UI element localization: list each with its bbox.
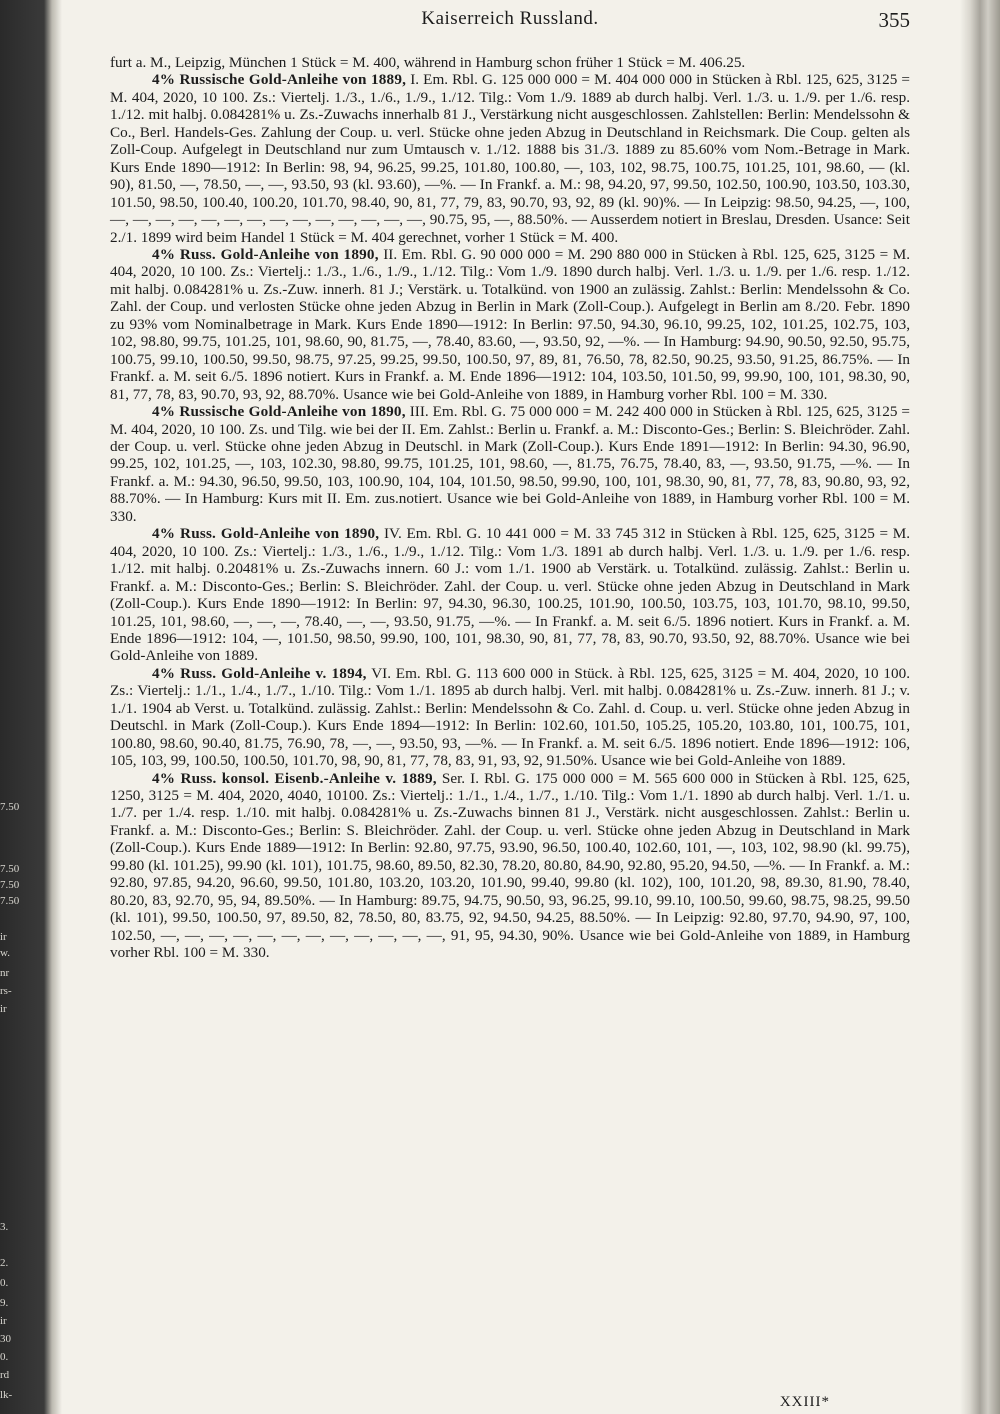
loan-text: III. Em. Rbl. G. 75 000 000 = M. 242 400 000 in Stücken à Rbl. 125, 625, 3125 = M. 404, 2020, 10 100. Zs. und Tilg. wie bei der II. Em. Zahlst.: Berlin u. Frankf. a. M.: Disconto-Ges.; Berlin: S. Bleichröder. Zahl. der Coup. u. verl. Stücke ohne jeden Abzug in Deutschl. in Mark (Zoll-Coup.). Kurs Ende 1891—1912: In Berlin: 94.30, 96.90, 99.25, 102, 101.25, —, 103, 102.30, 98.80, 99.75, 101.25, 101, 98.60, —, 81.75, 76.75, 78.40, 83, —, 93.50, 91.75, —%. — In Frankf. a. M.: 94.30, 96.50, 99.50, 103, 100.90, 104, 104, 101.50, 98.50, 99.90, 100, 101, 98.30, 90, 81, 77, 78, 83, 90.80, 93, 92, 88.70%. — In Hamburg: Kurs mit II. Em. zus.notiert. Usance wie bei Gold-Anleihe von 1889, in Hamburg vorher Rbl. 100 = M. 330.	[110, 403, 910, 525]
loan-text: Ser. I. Rbl. G. 175 000 000 = M. 565 600 000 in Stücken à Rbl. 125, 625, 1250, 3125 = M. 404, 2020, 4040, 10100. Zs.: Viertelj.: 1./1., 1./4., 1./7., 1./10. Tilg.: Vom 1./1. 1890 ab durch halbj. Verl. 1./1. u. 1./7. per 1./4. resp. 1./10. mit halbj. 0.084281% u. Zs.-Zuwachs binnen 81 J., Verstärk. nicht ausgeschlossen. Zahlst.: Berlin u. Frankf. a. M.: Disconto-Ges.; Berlin: S. Bleichröder. Zahl. der Coup. u. verl. Stücke ohne jeden Abzug in Deutschland in Mark (Zoll-Coup.). Kurs Ende 1889—1912: In Berlin: 92.80, 97.75, 93.90, 96.50, 100.40, 102.60, 101, —, 103, 102, 98.90 (kl. 99.75), 99.80 (kl. 101.25), 99.90 (kl. 101), 101.75, 98.60, 89.50, 82.30, 78.20, 80.80, 84.90, 92.80, 95.20, 94.50, —%. — In Frankf. a. M.: 92.80, 97.85, 94.20, 96.60, 99.50, 101.80, 103.20, 103.20, 101.90, 99.40, 99.80 (kl. 102), 100, 101.20, 98, 89.30, 81.90, 78.40, 80.20, 83, 92.70, 95, 94, 89.50%. — In Hamburg: 89.75, 94.75, 90.50, 93, 96.25, 99.10, 99.10, 100.50, 99.60, 98.75, 98.25, 99.50 (kl. 101), 99.50, 100.50, 97, 89.50, 82, 78.50, 80, 83.75, 92, 94.50, 94.25, 88.50%. — In Leipzig: 92.80, 97.70, 94.90, 97, 100, 102.50, —, —, —, —, —, —, —, —, —, —, —, —, 91, 95, 94.30, 90%. Usance wie bei Gold-Anleihe von 1889, in Hamburg vorher Rbl. 100 = M. 330.	[110, 769, 911, 962]
loan-heading: 4% Russische Gold-Anleihe von 1889,	[152, 71, 407, 89]
intro-paragraph	[110, 54, 910, 71]
page-number: 355	[878, 8, 910, 32]
loan-entry	[110, 665, 910, 770]
loan-heading: 4% Russ. Gold-Anleihe von 1890,	[152, 245, 379, 263]
margin-fragment: ir	[0, 1315, 7, 1327]
loan-entry	[110, 246, 910, 403]
loan-text: II. Em. Rbl. G. 90 000 000 = M. 290 880 000 in Stücken à Rbl. 125, 625, 3125 = M. 404, 2020, 10 100. Zs.: Viertelj.: 1./3., 1./6., 1./9., 1./12. Tilg.: Vom 1./9. 1890 durch halbj. Verl. 1./3. u. 1./9. per 1./6. resp. 1./12. mit halbj. 0.084281% u. Zs.-Zuw. innerh. 81 J.; Verstärk. u. Totalkünd. von 1900 an zulässig. Zahlst.: Berlin: Mendelssohn & Co. Zahl. der Coup. und verlosten Stücke ohne jeden Abzug in Berlin in Mark (Zoll-Coup.). Aufgelegt in Berlin am 8./20. Febr. 1890 zu 93% vom Nominalbetrage in Mark. Kurs Ende 1890—1912: In Berlin: 97.50, 94.30, 96.10, 99.25, 102, 101.25, 102.75, 103, 102, 98.80, 99.75, 101.25, 101, 98.60, 90, 81.75, —, 78.40, 83.60, —, 93.50, 92, —%. — In Hamburg: 94.90, 90.50, 92.50, 95.75, 100.75, 99.10, 100.50, 99.50, 98.75, 97.25, 99.25, 99.50, 100.50, 97, 89, 81, 76.50, 78, 82.50, 90.25, 93.50, 91.25, 86.75%. — In Frankf. a. M. seit 6./5. 1896 notiert. Kurs in Frankf. a. M. Ende 1896—1912: 104, 103.50, 101.50, 99, 99.90, 100, 101, 98.30, 90, 81, 77, 78, 83, 90.70, 93, 92, 88.70%. Usance wie bei Gold-Anleihe von 1889, in Hamburg vorher Rbl. 100 = M. 330.	[110, 245, 911, 403]
right-page-edge	[960, 0, 1000, 1414]
page-body	[110, 54, 910, 962]
margin-fragment: 3.	[0, 1221, 9, 1233]
signature-mark: XXIII*	[779, 1394, 830, 1410]
loan-heading: 4% Russ. Gold-Anleihe v. 1894,	[152, 664, 367, 682]
loan-heading: 4% Russische Gold-Anleihe von 1890,	[152, 403, 406, 421]
margin-fragment: 0.	[0, 1351, 9, 1363]
loan-entry	[110, 525, 910, 665]
loan-text: I. Em. Rbl. G. 125 000 000 = M. 404 000 000 in Stücken à Rbl. 125, 625, 3125 = M. 404, 2020, 10 100. Zs.: Viertelj. 1./3., 1./6., 1./9., 1./12. Tilg.: Vom 1./9. 1889 ab durch halbj. Verl. 1./3. u. 1./9. per 1./6. resp. 1./12. mit halbj. 0.084281% u. Zs.-Zuwachs innerhalb 81 J., Verstärkung nicht ausgeschlossen. Zahlstellen: Berlin: Mendelssohn & Co., Berl. Handels-Ges. Zahlung der Coup. u. verl. Stücke ohne jeden Abzug in Deutschland in Reichsmark. Die Coup. gelten als Zoll-Coup. Aufgelegt in Deutschland nur zum Umtausch v. 1./12. 1888 bis 31./3. 1889 zu 85.60% vom Nom.-Betrage in Mark. Kurs Ende 1890—1912: In Berlin: 98, 94, 96.25, 99.25, 101.80, 100.80, —, 103, 102, 98.75, 100.75, 101.25, 101, 98.60, — (kl. 90), 81.50, —, 78.50, —, —, 93.50, 93 (kl. 93.60), —%. — In Frankf. a. M.: 98, 94.20, 97, 99.50, 102.50, 100.90, 103.50, 103.30, 101.50, 98.50, 100.40, 100.20, 101.70, 98.40, 90, 81, 77, 79, 83, 90.70, 93, 92, 89 (kl. 90)%. — In Leipzig: 98.50, 94.25, —, 100, —, —, —, —, —, —, —, —, —, —, —, —, —, —, 90.75, 95, —, 88.50%. — Ausserdem notiert in Breslau, Dresden. Usance: Seit 2./1. 1899 wird beim Handel 1 Stück = M. 404 gerechnet, vorher 1 Stück = M. 400.	[110, 71, 911, 246]
loan-entry	[110, 71, 910, 246]
margin-fragment: 7.50	[0, 879, 20, 891]
margin-fragment: ir	[0, 1003, 7, 1015]
loan-heading: 4% Russ. Gold-Anleihe von 1890,	[152, 525, 380, 543]
loan-text: IV. Em. Rbl. G. 10 441 000 = M. 33 745 312 in Stücken à Rbl. 125, 625, 3125 = M. 404, 2020, 10 100. Zs.: Viertelj.: 1./3., 1./6., 1./9., 1./12. Tilg.: Vom 1./3. 1891 ab durch halbj. Verl. 1./3. u. 1./9. per 1./6. resp. 1./12. mit halbj. 0.20481% u. Zs.-Zuwachs innern. 60 J.: vom 1./1. 1900 ab Verstärk. u. Totalkünd. zulässig. Zahlst.: Berlin u. Frankf. a. M.: Disconto-Ges.; Berlin: S. Bleichröder. Zahl. der Coup. u. verl. Stücke ohne jeden Abzug in Deutschland in Mark (Zoll-Coup.). Kurs Ende 1890—1912: In Berlin: 97, 94.30, 96.30, 100.25, 101.90, 100.50, 103.75, 103, 101.70, 98.10, 99.50, 101.25, 101, 98.60, —, —, —, 78.40, —, —, 93.50, 91.75, —%. — In Frankf. a. M. seit 6./5. 1896 notiert. Kurs in Frankf. a. M. Ende 1896—1912: 104, —, 101.50, 98.50, 99.90, 100, 101, 98.30, 90, 81, 77, 78, 83, 90.70, 93.50, 92, 88.70%. Usance wie bei Gold-Anleihe von 1889.	[110, 525, 910, 665]
margin-fragment: rd	[0, 1369, 10, 1381]
book-page	[110, 0, 910, 1414]
running-title: Kaiserreich Russland.	[421, 8, 599, 29]
margin-fragment: ir	[0, 931, 7, 943]
margin-fragment: 2.	[0, 1257, 9, 1269]
margin-fragment: 30	[0, 1333, 11, 1345]
margin-fragment: 0.	[0, 1277, 9, 1289]
margin-fragment: w.	[0, 947, 10, 959]
loan-text: VI. Em. Rbl. G. 113 600 000 in Stück. à Rbl. 125, 625, 3125 = M. 404, 2020, 10 100. Zs.: Viertelj.: 1./1., 1./4., 1./7., 1./10. Tilg.: Vom 1./1. 1895 ab durch halbj. Verl. mit halbj. 0.084281% u. Zs.-Zuw. innerh. 81 J.; v. 1./1. 1904 ab Verst. u. Totalkünd. zulässig. Zahlst.: Berlin: Mendelssohn & Co. Zahl. d. Coup. u. verl. Stücke ohne jeden Abzug in Deutschl. in Mark (Zoll-Coup.). Kurs Ende 1894—1912: In Berlin: 102.60, 101.50, 105.25, 105.20, 103.80, 101, 100.75, 101, 100.80, 98.60, 90.40, 81.75, 76.90, 78, —, —, 93.50, 93, —%. — In Frankf. a. M. seit 6./5. 1896 notiert. Ende 1896—1912: 106, 105, 103, 99, 100.50, 100.50, 101.70, 98, 90, 81, 77, 78, 83, 91, 93, 92, 91.50%. Usance wie bei Gold-Anleihe von 1889.	[110, 664, 910, 770]
margin-fragment: 7.50	[0, 895, 20, 907]
loan-entry	[110, 403, 910, 525]
margin-fragment: nr	[0, 967, 10, 979]
margin-fragment: lk-	[0, 1389, 13, 1401]
intro-text: furt a. M., Leipzig, München 1 Stück = M. 400, während in Hamburg schon früher 1 Stück = M. 406.25.	[110, 54, 746, 71]
loan-entry	[110, 770, 910, 962]
running-header	[110, 8, 910, 40]
loan-heading: 4% Russ. konsol. Eisenb.-Anleihe v. 1889,	[152, 769, 437, 787]
margin-fragment: rs-	[0, 985, 12, 997]
margin-fragment: 7.50	[0, 863, 20, 875]
margin-fragment: 9.	[0, 1297, 9, 1309]
left-page-margin	[0, 0, 62, 1414]
margin-fragment: 7.50	[0, 801, 20, 813]
